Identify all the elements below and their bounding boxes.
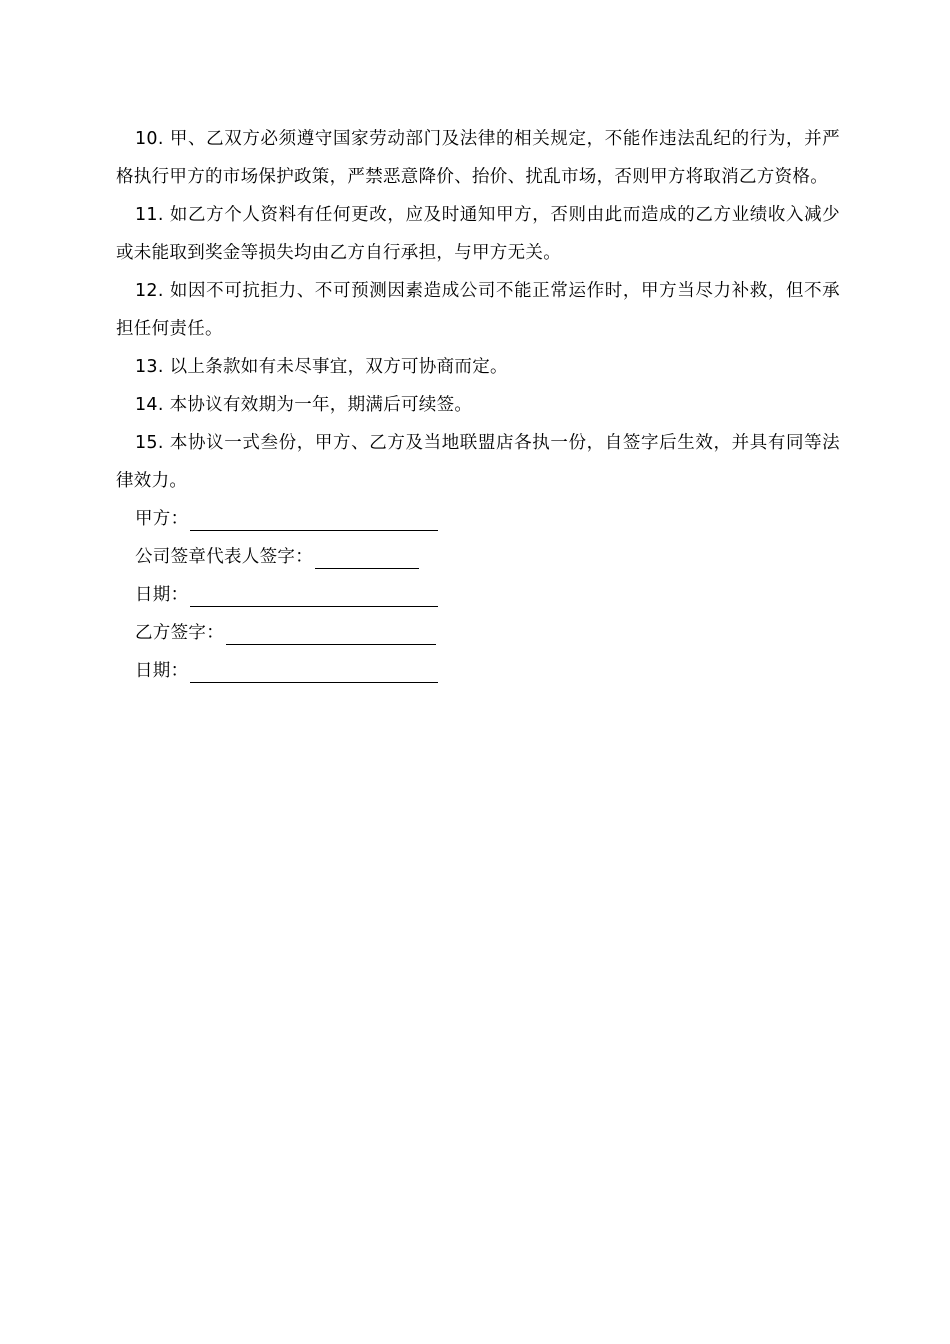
signature-block [116, 500, 840, 690]
agreement-content [116, 120, 840, 690]
signature-label: 乙方签字： [135, 623, 224, 643]
signature-line-date-a [116, 576, 840, 614]
clause-11: 11. 如乙方个人资料有任何更改，应及时通知甲方，否则由此而造成的乙方业绩收入减少或未能取到奖金等损失均由乙方自行承担，与甲方无关。 [116, 205, 840, 263]
signature-line-date-b [116, 652, 840, 690]
clause-12: 12. 如因不可抗拒力、不可预测因素造成公司不能正常运作时，甲方当尽力补救，但不承担任何责任。 [116, 281, 840, 339]
signature-blank [190, 500, 438, 531]
signature-line-company-representative [116, 538, 840, 576]
clause-15: 15. 本协议一式叁份，甲方、乙方及当地联盟店各执一份，自签字后生效，并具有同等法律效力。 [116, 433, 840, 491]
signature-label: 日期： [135, 585, 189, 605]
signature-label: 公司签章代表人签字： [135, 547, 313, 567]
signature-blank [226, 614, 436, 645]
signature-blank [190, 576, 438, 607]
signature-blank [315, 538, 419, 569]
clause-10: 10. 甲、乙双方必须遵守国家劳动部门及法律的相关规定，不能作违法乱纪的行为，并严格执行甲方的市场保护政策，严禁恶意降价、抬价、扰乱市场，否则甲方将取消乙方资格。 [116, 129, 840, 187]
signature-label: 甲方： [135, 509, 189, 529]
clause-13: 13. 以上条款如有未尽事宜，双方可协商而定。 [135, 357, 508, 377]
signature-line-party-b [116, 614, 840, 652]
clause-14: 14. 本协议有效期为一年，期满后可续签。 [135, 395, 473, 415]
signature-blank [190, 652, 438, 683]
signature-label: 日期： [135, 661, 189, 681]
signature-line-party-a [116, 500, 840, 538]
